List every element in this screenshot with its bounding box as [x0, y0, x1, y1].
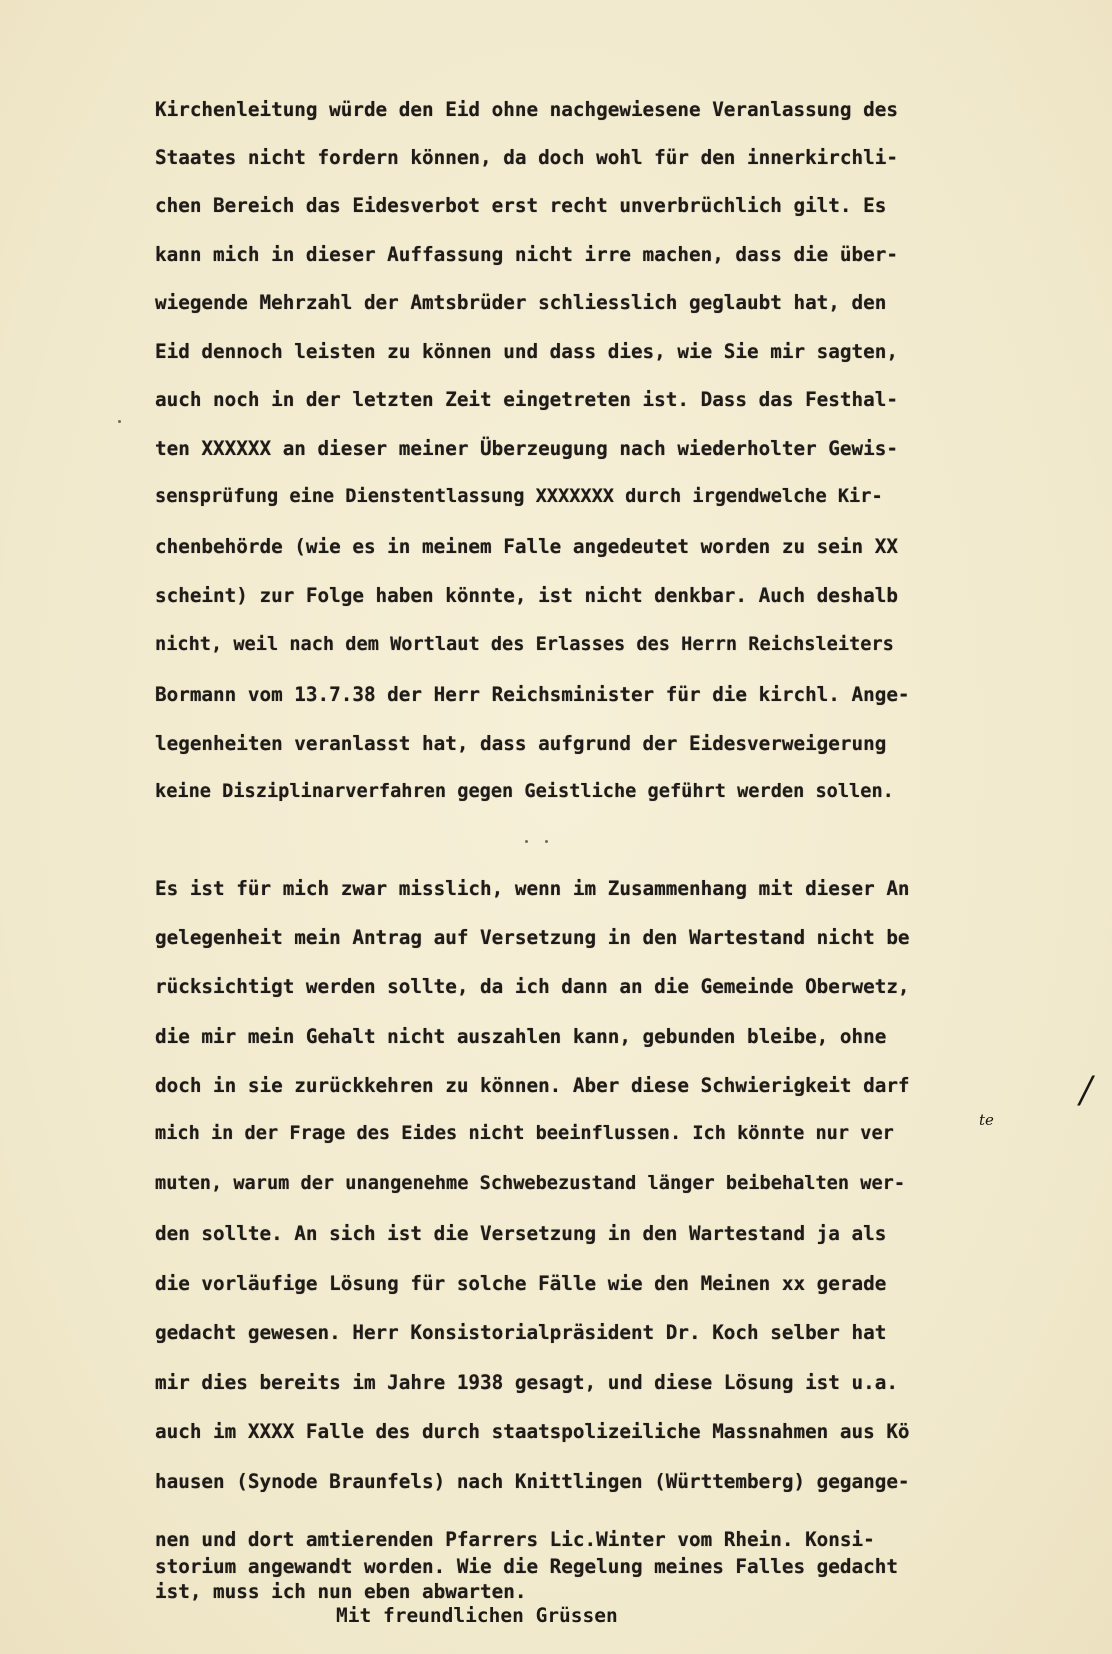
text-line: muten, warum der unangenehme Schwebezustand länger beibehalten wer-	[155, 1173, 906, 1194]
text-line: rücksichtigt werden sollte, da ich dann an die Gemeinde Oberwetz,	[155, 975, 910, 998]
text-line: Es ist für mich zwar misslich, wenn im Zusammenhang mit dieser An	[155, 877, 910, 900]
text-line: storium angewandt worden. Wie die Regelung meines Falles gedacht	[155, 1555, 898, 1578]
text-line: chen Bereich das Eidesverbot erst recht unverbrüchlich gilt. Es	[155, 194, 887, 217]
handwritten-insertion: te	[979, 1111, 994, 1129]
text-line: auch im XXXX Falle des durch staatspolizeiliche Massnahmen aus Kö	[155, 1420, 910, 1443]
text-line: gedacht gewesen. Herr Konsistorialpräsident Dr. Koch selber hat	[155, 1321, 887, 1344]
text-line: Staates nicht fordern können, da doch wohl für den innerkirchli-	[155, 146, 898, 169]
text-line: chenbehörde (wie es in meinem Falle angedeutet worden zu sein XX	[155, 535, 898, 558]
text-line: nen und dort amtierenden Pfarrers Lic.Winter vom Rhein. Konsi-	[155, 1528, 875, 1551]
text-line: ten XXXXXX an dieser meiner Überzeugung nach wiederholter Gewis-	[155, 437, 898, 460]
text-line: die vorläufige Lösung für solche Fälle wie den Meinen xx gerade	[155, 1272, 887, 1295]
text-line: den sollte. An sich ist die Versetzung in den Wartestand ja als	[155, 1222, 887, 1245]
stray-mark	[118, 420, 121, 423]
text-line: Kirchenleitung würde den Eid ohne nachgewiesene Veranlassung des	[155, 98, 898, 121]
text-line: keine Disziplinarverfahren gegen Geistliche geführt werden sollen.	[155, 781, 894, 802]
text-line: sensprüfung eine Dienstentlassung XXXXXXX durch irgendwelche Kir-	[155, 486, 883, 507]
text-line: ist, muss ich nun eben abwarten.	[155, 1580, 527, 1603]
text-line: mir dies bereits im Jahre 1938 gesagt, und diese Lösung ist u.a.	[155, 1371, 898, 1394]
text-line: gelegenheit mein Antrag auf Versetzung in den Wartestand nicht be	[155, 926, 910, 949]
text-line: Bormann vom 13.7.38 der Herr Reichsminister für die kirchl. Ange-	[155, 683, 910, 706]
stray-mark	[525, 840, 528, 843]
text-line: hausen (Synode Braunfels) nach Knittlingen (Württemberg) gegange-	[155, 1470, 910, 1493]
closing-greeting: Mit freundlichen Grüssen	[336, 1604, 618, 1627]
text-line: auch noch in der letzten Zeit eingetreten ist. Dass das Festhal-	[155, 388, 898, 411]
text-line: scheint) zur Folge haben könnte, ist nicht denkbar. Auch deshalb	[155, 584, 898, 607]
text-line: die mir mein Gehalt nicht auszahlen kann, gebunden bleibe, ohne	[155, 1025, 887, 1048]
stray-mark	[545, 840, 548, 843]
text-line: Eid dennoch leisten zu können und dass dies, wie Sie mir sagten,	[155, 340, 898, 363]
text-line: wiegende Mehrzahl der Amtsbrüder schliesslich geglaubt hat, den	[155, 291, 887, 314]
text-line: legenheiten veranlasst hat, dass aufgrund der Eidesverweigerung	[155, 732, 887, 755]
text-line: doch in sie zurückkehren zu können. Aber diese Schwierigkeit darf	[155, 1074, 910, 1097]
text-line: nicht, weil nach dem Wortlaut des Erlasses des Herrn Reichsleiters	[155, 634, 894, 655]
handwritten-margin-mark: /	[1080, 1070, 1093, 1111]
text-line: mich in der Frage des Eides nicht beeinflussen. Ich könnte nur ver	[155, 1123, 894, 1144]
text-line: kann mich in dieser Auffassung nicht irre machen, dass die über-	[155, 243, 898, 266]
